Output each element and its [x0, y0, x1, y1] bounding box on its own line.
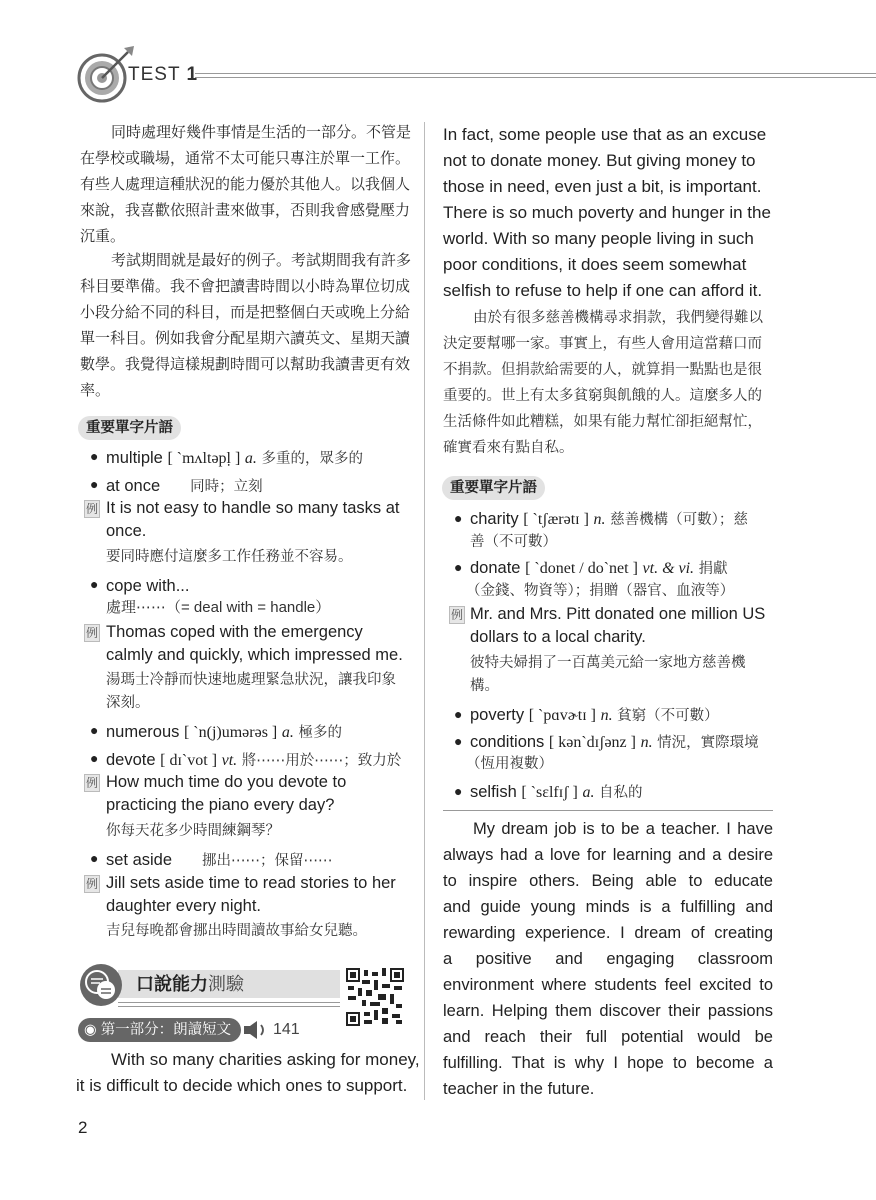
vocab-item [470, 508, 748, 531]
speaking-title-bold: 口說能力 [136, 974, 208, 994]
answer-line: and guide young minds is a fulfilling and [443, 898, 773, 916]
vocab-word: conditions [470, 733, 545, 751]
passage-line: not to donate money. But giving money to [443, 151, 756, 170]
part-label: 第一部分：朗讀短文 [100, 1022, 232, 1038]
vocab-word: numerous [106, 723, 180, 741]
vocab-def: 貧窮（不可數） [617, 708, 719, 724]
text-line: 來說，我喜歡依照計畫來做事，否則我會感覺壓力 [80, 202, 411, 219]
text-line: 決定要幫哪一家。事實上，有些人會用這當藉口而 [443, 336, 762, 352]
vocab-word: donate [470, 559, 521, 577]
vocab-def: 挪出⋯⋯；保留⋯⋯ [202, 853, 333, 869]
text-line: 不捐款。但捐款給需要的人，就算捐一點點也是很 [443, 362, 762, 378]
text-line: 小段分給不同的科目，而是把整個白天或晚上分給 [80, 304, 411, 321]
text-line: 率。 [80, 382, 111, 399]
passage-line: selfish to refuse to help if one can afford it. [443, 281, 763, 300]
page-number: 2 [78, 1118, 88, 1137]
example-line: once. [106, 522, 147, 540]
answer-line: always had a love for learning and a desire [443, 846, 773, 864]
bullet-icon: ● [454, 783, 463, 799]
example-marker: 例 [85, 776, 98, 790]
vocab-pos: a. [281, 724, 294, 741]
vocab-item [106, 447, 363, 470]
example-line: It is not easy to handle so many tasks at [106, 499, 400, 517]
bullet-icon: ● [90, 448, 99, 464]
answer-line: learn. Helping them discover their passions [443, 1002, 773, 1020]
passage-line: There is so much poverty and hunger in the [443, 203, 771, 222]
vocab-def: 同時；立刻 [190, 479, 263, 495]
speech-bubble-icon [78, 962, 124, 1008]
answer-line: rewarding experience. I dream of creating [443, 924, 773, 942]
text-line: 考試期間就是最好的例子。考試期間我有許多 [111, 252, 412, 269]
vocab-word: cope with... [106, 577, 190, 595]
text-line: 單一科目。例如我會分配星期六讀英文、星期天讀 [80, 330, 411, 347]
text-line: 沉重。 [80, 228, 126, 245]
example-translation: 吉兒每晚都會挪出時間讀故事給女兒聽。 [106, 923, 367, 939]
example-marker: 例 [450, 608, 463, 622]
vocab-ipa: [ ˋmʌltəpḷ ] [167, 450, 241, 467]
example-translation: 深刻。 [106, 695, 150, 711]
vocab-word: set aside [106, 851, 173, 869]
vocab-item [470, 731, 759, 754]
example-line: dollars to a local charity. [470, 628, 646, 646]
vocab-pos: a. [244, 450, 257, 467]
header-rule [195, 73, 876, 78]
part-label-pill [78, 1018, 241, 1042]
text-line: 數學。我覺得這樣規劃時間可以幫助我讀書更有效 [80, 356, 411, 373]
vocab-def: 捐獻 [698, 561, 728, 577]
vocab-pos: vt. & vi. [642, 560, 695, 577]
vocab-def: 極多的 [298, 725, 342, 741]
vocab-word: charity [470, 510, 519, 528]
bullet-icon: ● [454, 510, 463, 526]
vocab-ipa: [ kənˋdɪʃənz ] [548, 734, 636, 751]
passage-line: it is difficult to decide which ones to support. [76, 1076, 408, 1095]
vocab-def: 多重的，眾多的 [261, 451, 364, 467]
vocab-def: 慈善機構（可數）；慈 [610, 512, 748, 528]
answer-line: a positive and engaging classroom [443, 950, 773, 968]
vocab-def: 將⋯⋯用於⋯⋯；致力於 [241, 753, 402, 769]
answer-line: environment where students feel excited to [443, 976, 773, 994]
vocab-item [106, 749, 401, 772]
bullet-icon: ● [454, 733, 463, 749]
vocab-def: 情況，實際環境 [657, 735, 759, 751]
vocab-pos: n. [600, 707, 613, 724]
example-marker: 例 [85, 502, 98, 516]
passage-line: With so many charities asking for money, [111, 1050, 420, 1069]
vocab-pos: vt. [221, 752, 238, 769]
vocab-ipa: [ ˋtʃærətɪ ] [523, 511, 589, 528]
bullet-icon: ● [90, 850, 99, 866]
audio-speaker-icon[interactable] [242, 1020, 270, 1040]
text-line: 重要的。世上有太多貧窮與飢餓的人。這麼多人的 [443, 388, 762, 404]
vocab-def: 善（不可數） [470, 534, 557, 550]
vocab-item [106, 849, 333, 872]
passage-line: In fact, some people use that as an excuse [443, 125, 767, 144]
example-line: Jill sets aside time to read stories to her [106, 874, 396, 892]
example-line: practicing the piano every day? [106, 796, 335, 814]
vocab-pos: a. [582, 784, 595, 801]
vocab-ipa: [ ˋn(j)umərəs ] [183, 724, 278, 741]
example-line: Mr. and Mrs. Pitt donated one million US [470, 605, 766, 623]
example-line: daughter every night. [106, 897, 262, 915]
example-line: How much time do you devote to [106, 773, 347, 791]
vocab-heading: 重要單字片語 [442, 476, 545, 500]
vocab-item [470, 557, 728, 580]
vocab-word: selfish [470, 783, 517, 801]
vocab-pos: n. [593, 511, 606, 528]
text-line: 確實看來有點自私。 [443, 440, 574, 456]
speaking-title-rule [118, 1002, 340, 1007]
vocab-item [470, 704, 719, 727]
radio-dot-icon: ◉ [84, 1022, 101, 1038]
speaking-title-rest: 測驗 [208, 974, 244, 994]
answer-line: to inspire others. Being able to educate [443, 872, 773, 890]
example-translation: 構。 [470, 678, 499, 694]
vocab-word: at once [106, 477, 161, 495]
vocab-word: multiple [106, 449, 163, 467]
speaking-title [136, 973, 244, 995]
vocab-ipa: [ ˋdonet / doˋnet ] [525, 560, 638, 577]
test-title [128, 64, 198, 86]
vocab-def: 自私的 [599, 785, 643, 801]
vocab-ipa: [ ˋsɛlfɪʃ ] [521, 784, 578, 801]
vocab-word: devote [106, 751, 156, 769]
bullet-icon: ● [90, 750, 99, 766]
example-translation: 要同時應付這麼多工作任務並不容易。 [106, 549, 353, 565]
passage-line: world. With so many people living in such [443, 229, 754, 248]
text-line: 生活條件如此糟糕，如果有能力幫忙卻拒絕幫忙， [443, 414, 762, 430]
text-line: 在學校或職場，通常不太可能只專注於單一工作。 [80, 150, 411, 167]
answer-line: teacher in the future. [443, 1080, 595, 1098]
bullet-icon: ● [90, 722, 99, 738]
vocab-pos: n. [640, 734, 653, 751]
answer-line: My dream job is to be a teacher. I have [473, 820, 773, 838]
vocab-item [470, 781, 643, 804]
text-line: 有些人處理這種狀況的能力優於其他人。以我個人 [80, 176, 411, 193]
passage-line: those in need, even just a bit, is important. [443, 177, 762, 196]
vocab-word: poverty [470, 706, 525, 724]
passage-line: poor conditions, it does seem somewhat [443, 255, 747, 274]
bullet-icon: ● [90, 576, 99, 592]
text-line: 科目要準備。我不會把讀書時間以小時為單位切成 [80, 278, 411, 295]
example-translation: 你每天花多少時間練鋼琴？ [106, 823, 280, 839]
test-number: 1 [186, 64, 199, 85]
section-divider [443, 810, 773, 811]
vocab-def: （金錢、物資等）；捐贈（器官、血液等） [466, 583, 735, 599]
vocab-item [106, 721, 342, 744]
vocab-def: 處理⋯⋯（= deal with = handle） [106, 599, 331, 616]
vocab-item [106, 475, 263, 498]
test-label: TEST [128, 64, 181, 85]
bullet-icon: ● [90, 476, 99, 492]
text-line: 由於有很多慈善機構尋求捐款，我們變得難以 [473, 310, 763, 326]
answer-line: fulfilling. That is why I hope to become a [443, 1054, 773, 1072]
vocab-ipa: [ ˋpɑvɚtɪ ] [528, 707, 596, 724]
example-translation: 湯瑪士冷靜而快速地處理緊急狀況，讓我印象 [106, 672, 396, 688]
example-line: Thomas coped with the emergency [106, 623, 363, 641]
vocab-ipa: [ dɪˋvot ] [160, 752, 218, 769]
example-line: calmly and quickly, which impressed me. [106, 646, 403, 664]
vocab-heading: 重要單字片語 [78, 416, 181, 440]
qr-code-icon[interactable] [346, 968, 404, 1026]
bullet-icon: ● [454, 559, 463, 575]
example-translation: 彼特夫婦捐了一百萬美元給一家地方慈善機 [470, 655, 746, 671]
answer-line: and reach their full potential would be [443, 1028, 773, 1046]
example-marker: 例 [85, 626, 98, 640]
bullet-icon: ● [454, 706, 463, 722]
vocab-def: （恆用複數） [466, 756, 553, 772]
example-marker: 例 [85, 877, 98, 891]
audio-track-number: 141 [273, 1021, 300, 1038]
text-line: 同時處理好幾件事情是生活的一部分。不管是 [111, 124, 412, 141]
